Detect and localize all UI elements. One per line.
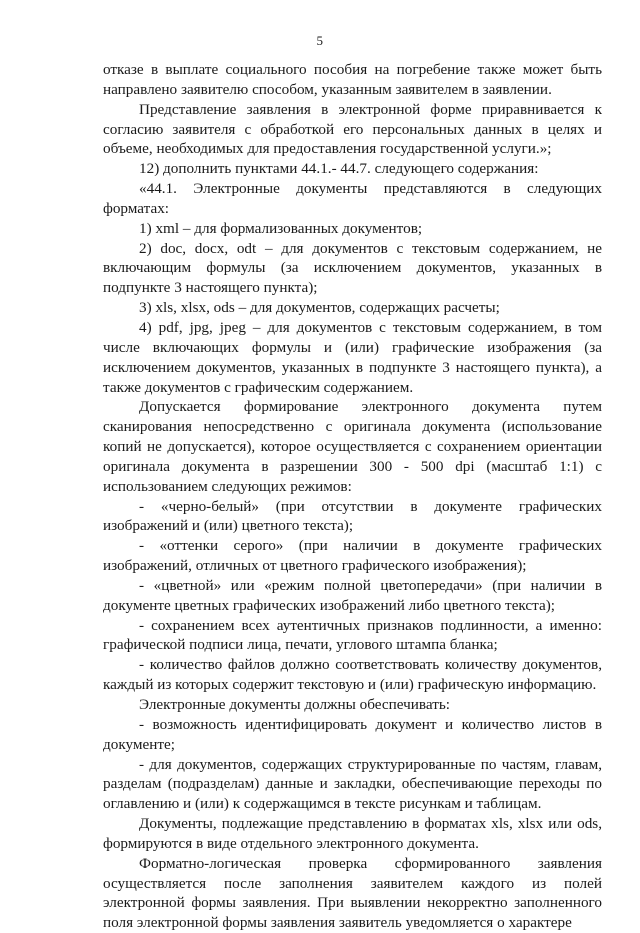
paragraph-requirements: Электронные документы должны обеспечивать: [139, 696, 450, 713]
page-number: 5 [316, 33, 324, 48]
document-body [103, 60, 602, 933]
list-item-xml: 1) xml – для формализованных документов; [139, 219, 423, 237]
list-item-file-count: - количество файлов должно соответствовать количеству документов, каждый из которых содержит текстовую и (или) графическую информацию. [103, 656, 602, 694]
list-item-black-white: - «черно-белый» (при отсутствии в документе графических изображений и (или) цветного текста); [103, 497, 602, 535]
paragraph-scanning: Допускается формирование электронного документа путем сканирования непосредственно с оригинала документа (использование копий не допускается), которое осуществляется с сохранением ориентации оригинала документа в разрешении 300 - 500 dpi (масштаб 1:1) с использованием следующих режимов: [103, 398, 602, 495]
list-item-grayscale: - «оттенки серого» (при наличии в документе графических изображений, отличных от цветного графического изображения); [103, 537, 602, 575]
list-item-doc: 2) doc, docx, odt – для документов с текстовым содержанием, не включающим формулы (за исключением документов, указанных в подпункте 3 настоящего пункта); [103, 239, 602, 297]
list-item-structured: - для документов, содержащих структурированные по частям, главам, разделам (подразделам) данные и закладки, обеспечивающие переходы по оглавлению и (или) к содержащимся в тексте рисункам и таблицам. [103, 755, 602, 813]
list-item-authenticity: - сохранением всех аутентичных признаков подлинности, а именно: графической подписи лица, печати, углового штампа бланка; [103, 616, 602, 654]
paragraph-separate-document: Документы, подлежащие представлению в форматах xls, xlsx или ods, формируются в виде отдельного электронного документа. [103, 815, 602, 852]
paragraph-item-12: 12) дополнить пунктами 44.1.- 44.7. следующего содержания: [139, 160, 539, 178]
list-item-color: - «цветной» или «режим полной цветопередачи» (при наличии в документе цветных графических изображений либо цветного текста); [103, 576, 602, 614]
paragraph-format-check: Форматно-логическая проверка сформированного заявления осуществляется после заполнения заявителем каждого из полей электронной формы заявления. При выявлении некорректно заполненного поля электронной формы заявления заявитель уведомляется о характере [103, 854, 602, 932]
paragraph-44-1-heading: «44.1. Электронные документы представляются в следующих форматах: [103, 180, 602, 217]
list-item-identify: - возможность идентифицировать документ и количество листов в документе; [103, 715, 602, 753]
paragraph-payment-refusal: отказе в выплате социального пособия на погребение также может быть направлено заявителю способом, указанным заявителем в заявлении. [103, 61, 602, 98]
paragraph-consent: Представление заявления в электронной форме приравнивается к согласию заявителя с обработкой его персональных данных в целях и объеме, необходимых для предоставления государственной услуги.»; [103, 100, 602, 158]
list-item-pdf: 4) pdf, jpg, jpeg – для документов с текстовым содержанием, в том числе включающих формулы и (или) графические изображения (за исключением документов, указанных в подпункте 3 настоящего пункта), а также документов с графическим содержанием. [103, 318, 602, 396]
list-item-xls: 3) xls, xlsx, ods – для документов, содержащих расчеты; [139, 299, 500, 317]
